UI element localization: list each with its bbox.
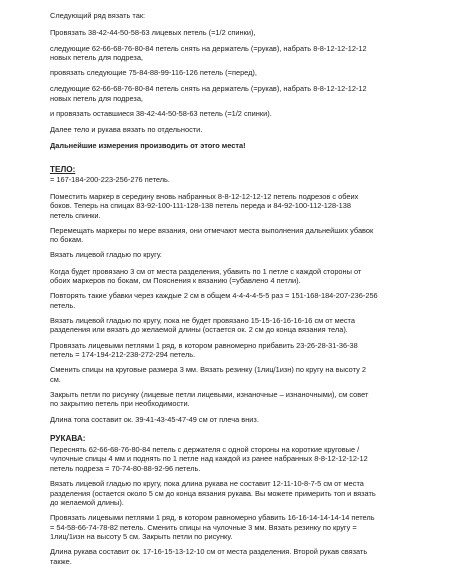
sleeve-section-heading: РУКАВА: xyxy=(50,434,86,444)
paragraph-front: провязать следующие 75-84-88-99-116-126 петель (=перед), xyxy=(50,68,257,78)
sleeve-stockinette: Вязать лицевой гладью по кругу, пока длина рукава не составит 12-11-10-8-7-5 см от места разделения (остается около 5 см до конца вязания рукава. Вы можете примерить топ и вязать до желаемой длины). xyxy=(50,479,376,508)
paragraph-next-row: Следующий ряд вязать так: xyxy=(50,11,146,21)
sleeve-pickup: Переснять 62-66-68-76-80-84 петель с держателя с одной стороны на короткие круговые / чулочные спицы 4 мм и поднять по 1 петле над каждой из ранее набранных 8-8-12-12-12-12 петель подреза = 70-74-80-88-92-96 петель. xyxy=(50,444,368,474)
paragraph-back-half: Провязать 38-42-44-50-58-63 лицевых петель (=1/2 спинки), xyxy=(50,27,256,37)
paragraph-separately: Далее тело и рукава вязать по отдельности. xyxy=(50,125,203,135)
paragraph-sleeve-holder-2: следующие 62-66-68-76-80-84 петель снять на держатель (=рукав), набрать 8-8-12-12-12-12 новых петель для подреза, xyxy=(50,84,367,104)
body-section-heading: ТЕЛО: xyxy=(50,165,76,175)
body-first-decrease: Когда будет провязано 3 см от места разделения, убавить по 1 петле с каждой стороны от обоих маркеров по бокам, см Пояснения к вязанию (=убавлено 4 петли). xyxy=(50,266,362,286)
paragraph-remaining-back: и провязать оставшиеся 38-42-44-50-58-63 петель (=1/2 спинки). xyxy=(50,109,272,119)
body-markers: Поместить маркер в середину вновь набранных 8-8-12-12-12-12 петель подрезов с обеих боков. Теперь на спицах 83-92-100-111-128-138 петель переда и 84-92-100-112-128-138 петель спинки. xyxy=(50,191,359,220)
paragraph-measure-note: Дальнейшие измерения производить от этого места! xyxy=(50,141,246,151)
body-rib: Сменить спицы на круговые размера 3 мм. Вязать резинку (1лиц/1изн) по кругу на высоту 2 см. xyxy=(50,365,366,384)
body-increase-row: Провязать лицевыми петлями 1 ряд, в котором равномерно прибавить 23-26-28-31-36-38 петель = 174-194-212-238-272-294 петель. xyxy=(50,340,358,360)
body-knit-length: Вязать лицевой гладью по кругу, пока не будет провязано 15-15-16-16-16-16 см от места разделения или вязать до желаемой длины (остается ок. 2 см до конца вязания тела). xyxy=(50,315,355,335)
sleeve-length: Длина рукава составит ок. 17-16-15-13-12-10 см от места разделения. Второй рукав связать также. xyxy=(50,547,368,566)
sleeve-decrease-rib: Провязать лицевыми петлями 1 ряд, в котором равномерно убавить 16-16-14-14-14-14 петель = 54-58-66-74-78-82 петель. Сменить спицы на чулочные 3 мм. Вязать резинку по кругу = 1лиц/1изн на высоту 5 см. Закрыть петли по рисунку. xyxy=(50,513,375,542)
body-length: Длина топа составит ок. 39-41-43-45-47-49 см от плеча вниз. xyxy=(50,414,259,424)
body-stockinette: Вязать лицевой гладью по кругу. xyxy=(50,250,162,260)
paragraph-sleeve-holder-1: следующие 62-66-68-76-80-84 петель снять на держатель (=рукав), набрать 8-8-12-12-12-12 новых петель для подреза, xyxy=(50,43,367,63)
body-move-markers: Перемещать маркеры по мере вязания, они отмечают места выполнения дальнейших убавок по бокам. xyxy=(50,225,374,245)
body-bind-off: Закрыть петли по рисунку (лицевые петли лицевыми, изнаночные – изнаночными), см совет по закрытию петель при необходимости. xyxy=(50,389,369,409)
body-repeat-decrease: Повторять такие убавки через каждые 2 см в общем 4-4-4-4-5-5 раз = 151-168-184-207-236-256 петель. xyxy=(50,291,378,310)
body-stitch-count: = 167-184-200-223-256-276 петель. xyxy=(50,175,170,185)
